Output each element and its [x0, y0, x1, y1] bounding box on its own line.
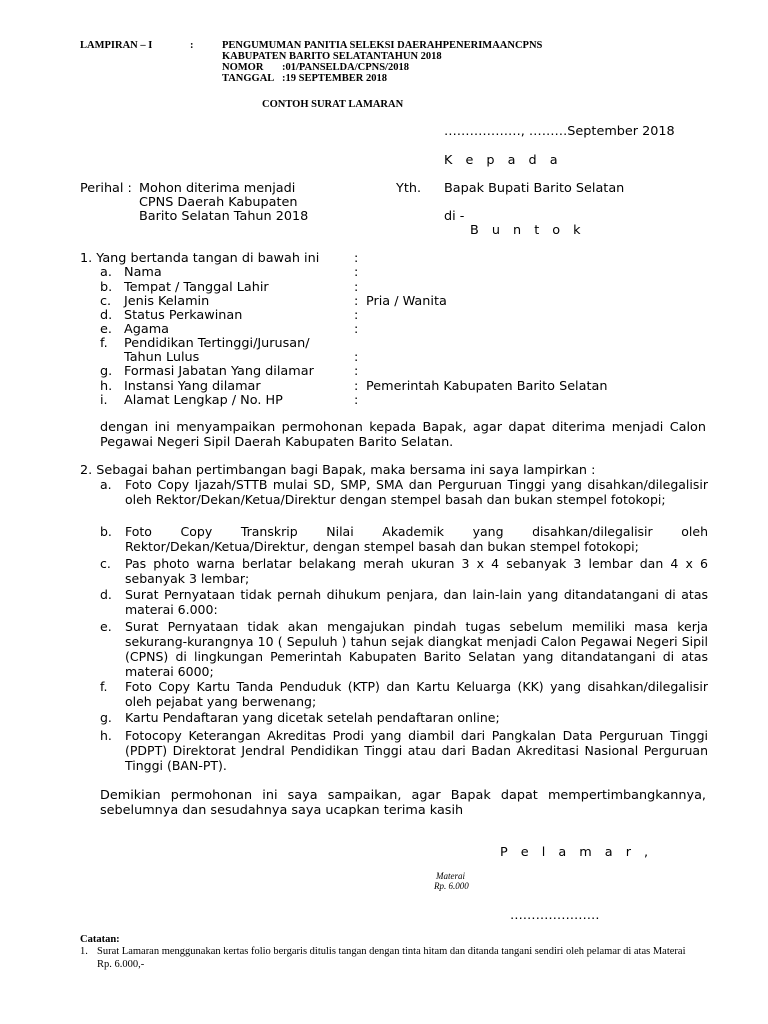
row-marker: f. — [100, 336, 108, 351]
row-value: Pemerintah Kabupaten Barito Selatan — [366, 379, 608, 394]
signature-name-line: ………………… — [510, 908, 600, 923]
yth-label: Yth. — [396, 181, 422, 196]
section1-closing: dengan ini menyampaikan permohonan kepada Bapak, agar dapat diterima menjadi Calon Pegawai Negeri Sipil Daerah Kabupaten Barito Selatan. — [100, 420, 706, 450]
row-colon: : — [354, 322, 359, 337]
row-label: Formasi Jabatan Yang dilamar — [124, 364, 314, 379]
kepada-label: K e p a d a — [444, 153, 563, 168]
item-marker: g. — [100, 710, 112, 725]
item-marker: b. — [100, 524, 112, 539]
section1-intro-colon: : — [354, 251, 359, 266]
item-text: Pas photo warna berlatar belakang merah ukuran 3 x 4 sebanyak 3 lembar dan 4 x 6 sebanyak 3 lembar; — [125, 556, 708, 586]
row-label: Pendidikan Tertinggi/Jurusan/ — [124, 336, 310, 351]
letter-title: CONTOH SURAT LAMARAN — [262, 99, 404, 110]
nomor-value: :01/PANSELDA/CPNS/2018 — [282, 62, 409, 73]
row-label: Nama — [124, 265, 162, 280]
row-label: Tahun Lulus — [124, 350, 200, 365]
row-value: Pria / Wanita — [366, 294, 447, 309]
tanggal-label: TANGGAL — [222, 73, 275, 84]
row-marker: e. — [100, 322, 112, 337]
item-text: Surat Pernyataan tidak akan mengajukan pindah tugas sebelum memiliki masa kerja sekurang-kurangnya 10 ( Sepuluh ) tahun sejak diangkat menjadi Calon Pegawai Negeri Sipil (CPNS) di lingkungan Pemerintah Kabupaten Barito Selatan yang ditandatangani di atas materai 6000; — [125, 619, 708, 679]
row-colon: : — [354, 294, 359, 309]
row-marker: b. — [100, 280, 113, 295]
header-line-1: PENGUMUMAN PANITIA SELEKSI DAERAHPENERIMAANCPNS — [222, 40, 543, 51]
row-colon: : — [354, 393, 359, 408]
perihal-line-2: CPNS Daerah Kabupaten — [139, 195, 298, 210]
row-colon: : — [354, 379, 359, 394]
item-text: Foto Copy Ijazah/STTB mulai SD, SMP, SMA dan Perguruan Tinggi yang disahkan/dilegalisir oleh Rektor/Dekan/Ketua/Direktur dengan stempel basah dan bukan stempel fotokopi; — [125, 477, 708, 507]
row-colon: : — [354, 350, 359, 365]
row-marker: i. — [100, 393, 108, 408]
date-line: ………………, ………September 2018 — [444, 124, 675, 139]
item-text: Foto Copy Kartu Tanda Penduduk (KTP) dan Kartu Keluarga (KK) yang disahkan/dilegalisir oleh pejabat yang berwenang; — [125, 679, 708, 709]
pelamar-label: P e l a m a r , — [500, 845, 653, 860]
row-marker: g. — [100, 364, 113, 379]
perihal-label: Perihal : — [80, 181, 132, 196]
item-text: Surat Pernyataan tidak pernah dihukum penjara, dan lain-lain yang ditandatangani di atas materai 6.000: — [125, 587, 708, 617]
tanggal-value: :19 SEPTEMBER 2018 — [282, 73, 388, 84]
lampiran-colon: : — [190, 40, 194, 51]
perihal-line-3: Barito Selatan Tahun 2018 — [139, 209, 309, 224]
row-colon: : — [354, 364, 359, 379]
section2-intro: 2. Sebagai bahan pertimbangan bagi Bapak, maka bersama ini saya lampirkan : — [80, 463, 596, 478]
perihal-line-1: Mohon diterima menjadi — [139, 181, 296, 196]
row-label: Jenis Kelamin — [124, 294, 210, 309]
item-marker: d. — [100, 587, 112, 602]
item-marker: a. — [100, 477, 112, 492]
row-marker: a. — [100, 265, 112, 280]
row-label: Instansi Yang dilamar — [124, 379, 261, 394]
item-text: Foto Copy Transkrip Nilai Akademik yang disahkan/dilegalisir oleh Rektor/Dekan/Ketua/Direktur, dengan stempel basah dan bukan stempel fotokopi; — [125, 524, 708, 554]
row-label: Agama — [124, 322, 170, 337]
row-marker: d. — [100, 308, 113, 323]
row-colon: : — [354, 308, 359, 323]
header-line-2: KABUPATEN BARITO SELATANTAHUN 2018 — [222, 51, 442, 62]
section1-intro: 1. Yang bertanda tangan di bawah ini — [80, 251, 320, 266]
note-text: Surat Lamaran menggunakan kertas folio bergaris ditulis tangan dengan tinta hitam dan ditanda tangani sendiri oleh pelamar di atas Materai Rp. 6.000,- — [97, 946, 686, 970]
lampiran-label: LAMPIRAN – I — [80, 40, 153, 51]
item-text: Kartu Pendaftaran yang dicetak setelah pendaftaran online; — [125, 710, 500, 725]
materai-amount: Rp. 6.000 — [434, 881, 469, 891]
row-label: Alamat Lengkap / No. HP — [124, 393, 283, 408]
row-label: Status Perkawinan — [124, 308, 243, 323]
nomor-label: NOMOR — [222, 62, 264, 73]
addressee-di: di - — [444, 209, 465, 224]
item-marker: c. — [100, 556, 111, 571]
item-marker: f. — [100, 679, 108, 694]
row-marker: c. — [100, 294, 112, 309]
item-marker: h. — [100, 728, 112, 743]
row-label: Tempat / Tanggal Lahir — [124, 280, 269, 295]
addressee-name: Bapak Bupati Barito Selatan — [444, 181, 625, 196]
addressee-city: B u n t o k — [470, 223, 586, 238]
item-text: Fotocopy Keterangan Akreditas Prodi yang diambil dari Pangkalan Data Perguruan Tinggi (PDPT) Direktorat Jendral Pendidikan Tinggi atau dari Badan Akreditasi Nasional Perguruan Tinggi (BAN-PT). — [125, 728, 708, 773]
row-marker: h. — [100, 379, 113, 394]
row-colon: : — [354, 280, 359, 295]
materai-label: Materai — [436, 871, 465, 881]
notes-label: Catatan: — [80, 934, 120, 945]
note-marker: 1. — [80, 946, 88, 957]
closing-paragraph: Demikian permohonan ini saya sampaikan, agar Bapak dapat mempertimbangkannya, sebelumnya dan sesudahnya saya ucapkan terima kasih — [100, 788, 706, 818]
item-marker: e. — [100, 619, 112, 634]
row-colon: : — [354, 265, 359, 280]
